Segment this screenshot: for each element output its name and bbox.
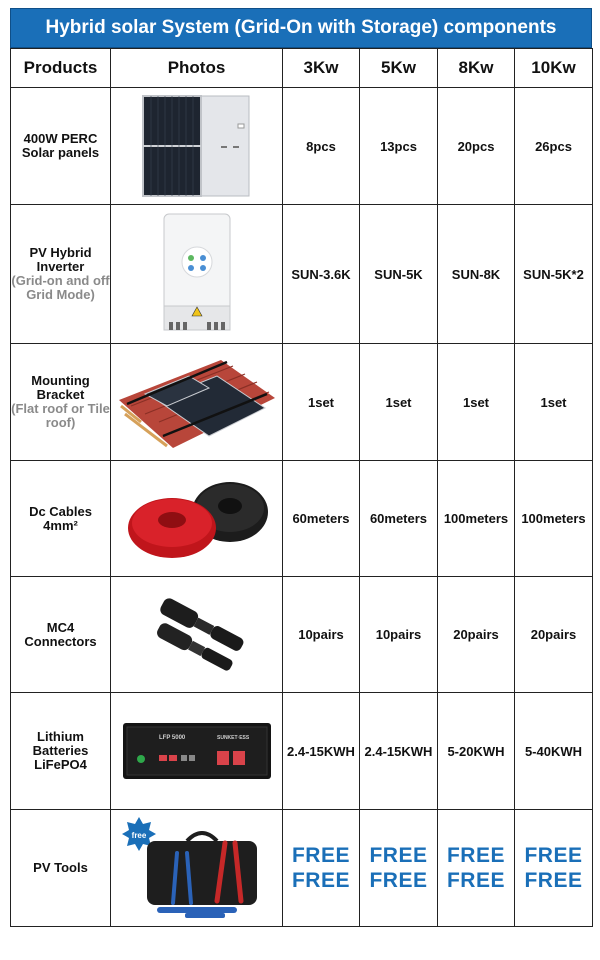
header-5kw: 5Kw (360, 49, 438, 88)
header-row (11, 49, 593, 88)
table-row-mc4-connectors (11, 577, 593, 693)
solar-panel-photo (141, 94, 253, 198)
photo-cell (111, 810, 283, 927)
value-8kw: 20pcs (438, 88, 515, 205)
product-name: Mounting Bracket (Flat roof or Tile roof) (11, 344, 111, 461)
value-8kw: FREE FREE (438, 810, 515, 927)
value-8kw: 1set (438, 344, 515, 461)
photo-cell (111, 88, 283, 205)
value-10kw: SUN-5K*2 (515, 205, 593, 344)
product-name: PV Hybrid Inverter (Grid-on and off Grid Mode) (11, 205, 111, 344)
photo-cell (111, 461, 283, 577)
value-3kw: 60meters (283, 461, 360, 577)
value-10kw: 26pcs (515, 88, 593, 205)
table-row-inverter (11, 205, 593, 344)
components-table (10, 48, 593, 927)
table-row-mounting-bracket (11, 344, 593, 461)
header-photos: Photos (111, 49, 283, 88)
header-8kw: 8Kw (438, 49, 515, 88)
table-title-banner (10, 8, 592, 48)
battery-model-label: LFP 5000 (158, 735, 185, 741)
photo-cell (111, 693, 283, 810)
value-5kw: 1set (360, 344, 438, 461)
table-row-dc-cables (11, 461, 593, 577)
value-10kw: 100meters (515, 461, 593, 577)
value-8kw: 5-20KWH (438, 693, 515, 810)
value-10kw: 5-40KWH (515, 693, 593, 810)
value-3kw: 8pcs (283, 88, 360, 205)
product-name: MC4 Connectors (11, 577, 111, 693)
table-row-solar-panels (11, 88, 593, 205)
value-3kw: 1set (283, 344, 360, 461)
value-10kw: 20pairs (515, 577, 593, 693)
value-5kw: FREE FREE (360, 810, 438, 927)
free-badge-label: free (131, 831, 146, 840)
value-3kw: FREE FREE (283, 810, 360, 927)
value-8kw: SUN-8K (438, 205, 515, 344)
photo-cell (111, 344, 283, 461)
lithium-battery-photo (121, 719, 273, 783)
photo-cell (111, 205, 283, 344)
header-3kw: 3Kw (283, 49, 360, 88)
value-5kw: 10pairs (360, 577, 438, 693)
header-products: Products (11, 49, 111, 88)
value-5kw: 13pcs (360, 88, 438, 205)
value-5kw: 2.4-15KWH (360, 693, 438, 810)
product-name: Dc Cables 4mm² (11, 461, 111, 577)
dc-cables-photo (122, 478, 272, 560)
mc4-connectors-photo (142, 597, 252, 673)
product-subtitle: (Grid-on and off Grid Mode) (11, 273, 110, 302)
pv-tools-photo (117, 813, 277, 923)
value-10kw: 1set (515, 344, 593, 461)
table-title: Hybrid solar System (Grid-On with Storage) components (45, 17, 557, 38)
value-8kw: 20pairs (438, 577, 515, 693)
product-subtitle: (Flat roof or Tile roof) (11, 401, 110, 430)
value-8kw: 100meters (438, 461, 515, 577)
value-3kw: SUN-3.6K (283, 205, 360, 344)
value-10kw: FREE FREE (515, 810, 593, 927)
mounting-bracket-photo (117, 354, 277, 450)
value-3kw: 10pairs (283, 577, 360, 693)
product-name: 400W PERC Solar panels (11, 88, 111, 205)
value-5kw: SUN-5K (360, 205, 438, 344)
table-row-pv-tools (11, 810, 593, 927)
product-name: Lithium Batteries LiFePO4 (11, 693, 111, 810)
value-3kw: 2.4-15KWH (283, 693, 360, 810)
inverter-photo (161, 212, 233, 336)
product-name: PV Tools (11, 810, 111, 927)
photo-cell (111, 577, 283, 693)
header-10kw: 10Kw (515, 49, 593, 88)
battery-brand-label: SUNKET·ESS (216, 735, 249, 741)
table-row-lithium-batteries (11, 693, 593, 810)
value-5kw: 60meters (360, 461, 438, 577)
